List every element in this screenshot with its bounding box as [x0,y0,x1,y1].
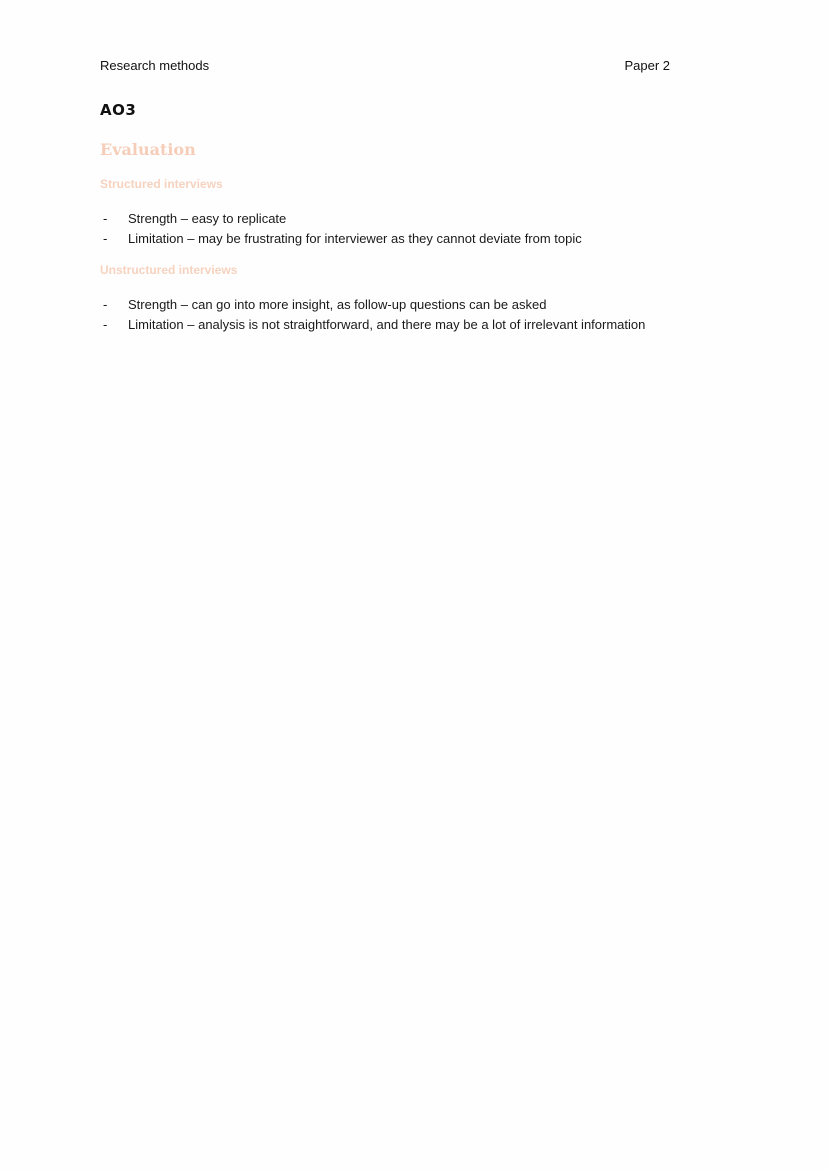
subheading-unstructured: Unstructured interviews [100,263,238,277]
list-item [100,315,720,335]
list-item-text: Limitation – analysis is not straightforward, and there may be a lot of irrelevant information [128,317,646,332]
bullet-marker: - [103,211,108,226]
bullet-list-structured [100,209,720,249]
bullet-list-unstructured [100,295,720,335]
list-item [100,295,720,315]
subheading-structured: Structured interviews [100,177,223,191]
section-title: Evaluation [100,140,196,159]
header-left-text: Research methods [100,58,210,73]
page-header [100,57,670,75]
list-item [100,209,720,229]
list-item-text: Limitation – may be frustrating for interviewer as they cannot deviate from topic [128,231,582,246]
bullet-marker: - [103,297,108,312]
bullet-marker: - [103,317,108,332]
list-item-text: Strength – easy to replicate [128,211,287,226]
list-item-text: Strength – can go into more insight, as follow-up questions can be asked [128,297,547,312]
header-right-text: Paper 2 [624,58,670,73]
page-heading: AO3 [100,101,137,119]
bullet-marker: - [103,231,108,246]
list-item [100,229,720,249]
